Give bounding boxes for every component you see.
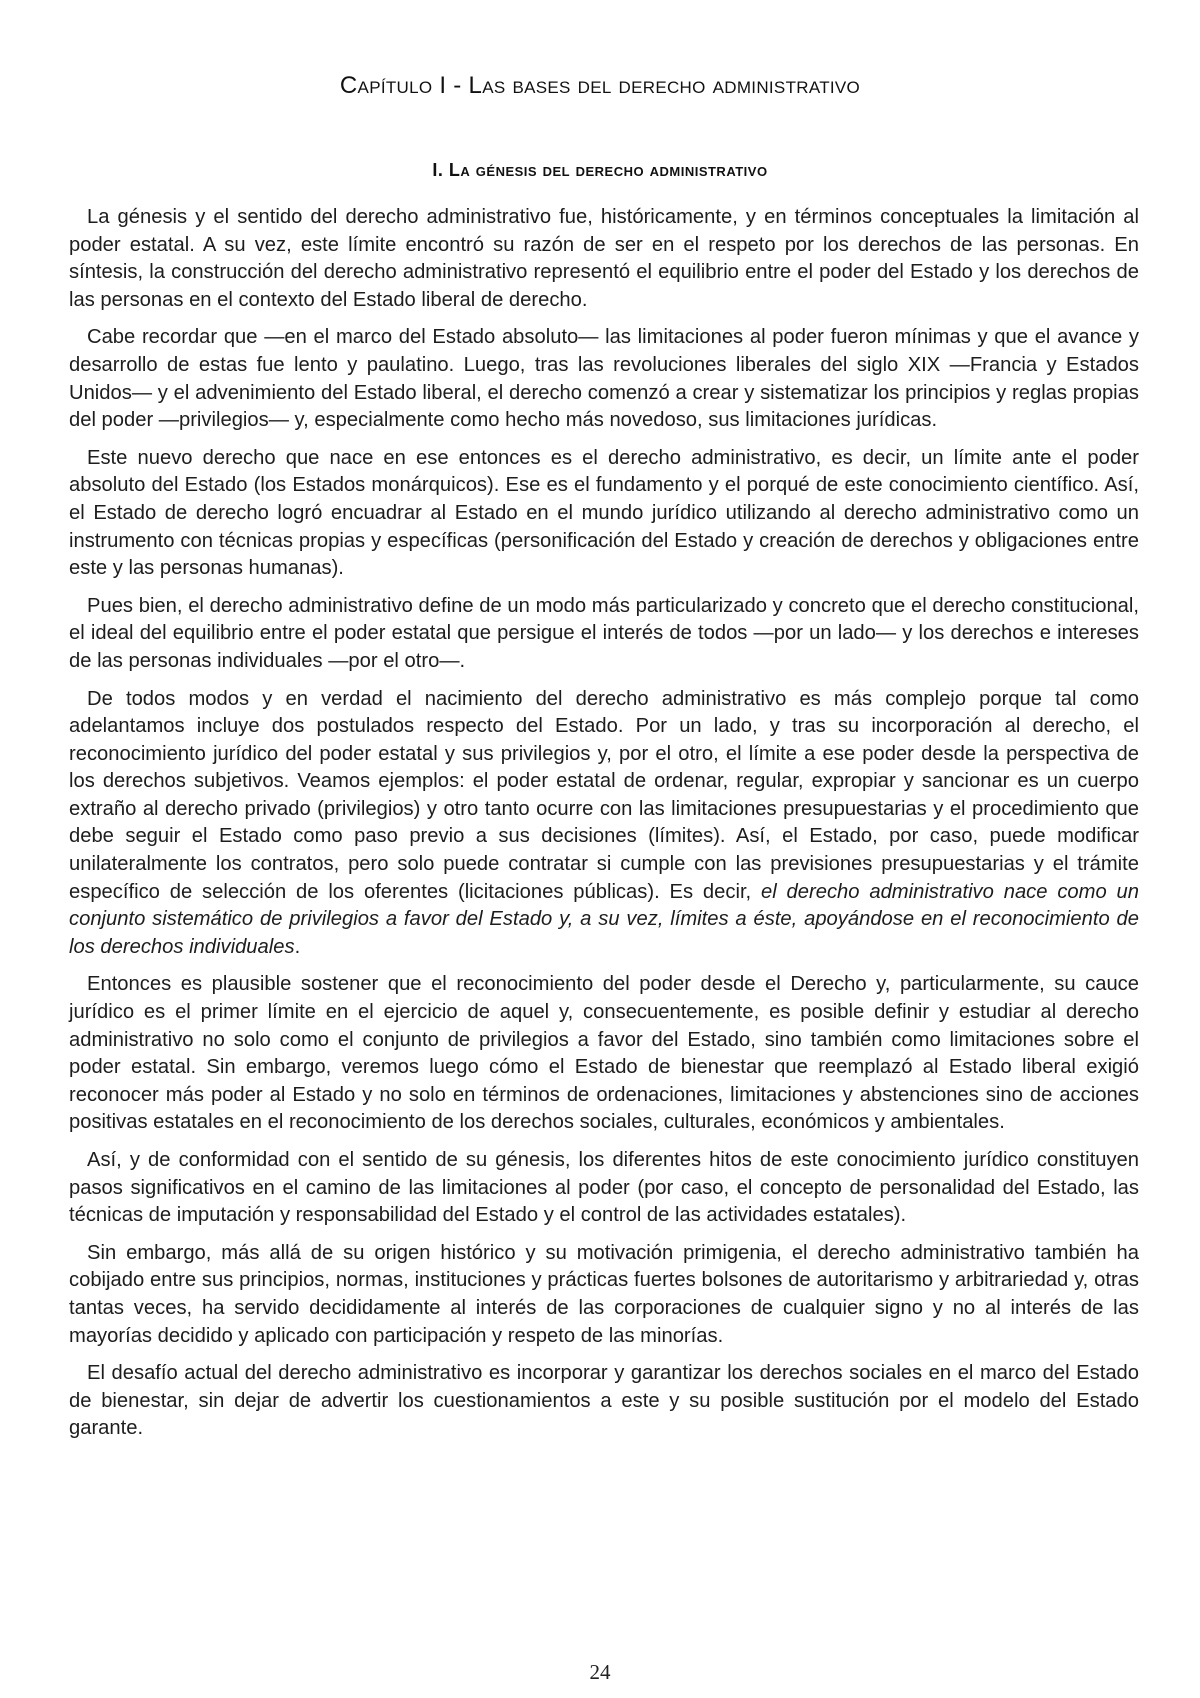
paragraph-end: . xyxy=(294,935,301,958)
paragraph: Cabe recordar que —en el marco del Estado absoluto— las limitaciones al poder fueron mínimas y que el avance y desarrollo de estas fue lento y paulatino. Luego, tras las revoluciones liberales del siglo XIX —Francia y Estados Unidos— y el advenimiento del Estado liberal, el derecho comenzó a crear y sistematizar los principios y reglas propias del poder —privilegios— y, especialmente como hecho más novedoso, sus limitaciones jurídicas. xyxy=(69,326,1139,432)
paragraph: Este nuevo derecho que nace en ese entonces es el derecho administrativo, es decir, un límite ante el poder absoluto del Estado (los Estados monárquicos). Ese es el fundamento y el porqué de este conocimiento científico. Así, el Estado de derecho logró encuadrar al Estado en el mundo jurídico utilizando al derecho administrativo como un instrumento con técnicas propias y específicas (personificación del Estado y creación de derechos y obligaciones entre este y las personas humanas). xyxy=(69,446,1139,580)
page-number: 24 xyxy=(589,1660,611,1684)
body-text xyxy=(69,204,1139,1453)
paragraph xyxy=(69,686,1139,962)
paragraph: Así, y de conformidad con el sentido de su génesis, los diferentes hitos de este conocimiento jurídico constituyen pasos significativos en el camino de las limitaciones al poder (por caso, el concepto de personalidad del Estado, las técnicas de imputación y responsabilidad del Estado y el control de las actividades estatales). xyxy=(69,1149,1139,1227)
paragraph: La génesis y el sentido del derecho administrativo fue, históricamente, y en términos conceptuales la limitación al poder estatal. A su vez, este límite encontró su razón de ser en el respeto por los derechos de las personas. En síntesis, la construcción del derecho administrativo representó el equilibrio entre el poder del Estado y los derechos de las personas en el contexto del Estado liberal de derecho. xyxy=(69,206,1139,311)
chapter-title: Capítulo I - Las bases del derecho administrativo xyxy=(339,72,861,99)
paragraph: El desafío actual del derecho administrativo es incorporar y garantizar los derechos sociales en el marco del Estado de bienestar, sin dejar de advertir los cuestionamientos a este y su posible sustitución por el modelo del Estado garante. xyxy=(69,1362,1139,1440)
section-title: I. La génesis del derecho administrativo xyxy=(432,160,768,180)
paragraph-text: De todos modos y en verdad el nacimiento del derecho administrativo es más complejo porque tal como adelantamos incluye dos postulados respecto del Estado. Por un lado, y tras su incorporación al derecho, el reconocimiento jurídico del poder estatal y sus privilegios y, por el otro, el límite a ese poder desde la perspectiva de los derechos subjetivos. Veamos ejemplos: el poder estatal de ordenar, regular, expropiar y sancionar es un cuerpo extraño al derecho privado (privilegios) y otro tanto ocurre con las limitaciones presupuestarias y el procedimiento que debe seguir el Estado como paso previo a sus decisiones (límites). Así, el Estado, por caso, puede modificar unilateralmente los contratos, pero solo puede contratar si cumple con las previsiones presupuestarias y el trámite específico de selección de los oferentes (licitaciones públicas). Es decir, xyxy=(69,687,1139,903)
paragraph: Pues bien, el derecho administrativo define de un modo más particularizado y concreto que el derecho constitucional, el ideal del equilibrio entre el poder estatal que persigue el interés de todos —por un lado— y los derechos e intereses de las personas individuales —por el otro—. xyxy=(69,594,1139,672)
paragraph: Entonces es plausible sostener que el reconocimiento del poder desde el Derecho y, particularmente, su cauce jurídico es el primer límite en el ejercicio de aquel y, consecuentemente, es posible definir y estudiar al derecho administrativo no solo como el conjunto de privilegios a favor del Estado, sino también como limitaciones sobre el poder estatal. Sin embargo, veremos luego cómo el Estado de bienestar que reemplazó al Estado liberal exigió reconocer más poder al Estado y no solo en términos de ordenaciones, limitaciones y abstenciones sino de acciones positivas estatales en el reconocimiento de los derechos sociales, culturales, económicos y ambientales. xyxy=(69,973,1139,1134)
paragraph: Sin embargo, más allá de su origen histórico y su motivación primigenia, el derecho administrativo también ha cobijado entre sus principios, normas, instituciones y prácticas fuertes bolsones de autoritarismo y arbitrariedad y, otras tantas veces, ha servido decididamente al interés de las corporaciones de cualquier signo y no al interés de las mayorías decidido y aplicado con participación y respeto de las minorías. xyxy=(69,1241,1139,1347)
emphasized-text: el derecho administrativo nace como un conjunto sistemático de privilegios a favor del Estado y, a su vez, límites a éste, apoyándose en el reconocimiento de los derechos individuales xyxy=(69,880,1139,958)
